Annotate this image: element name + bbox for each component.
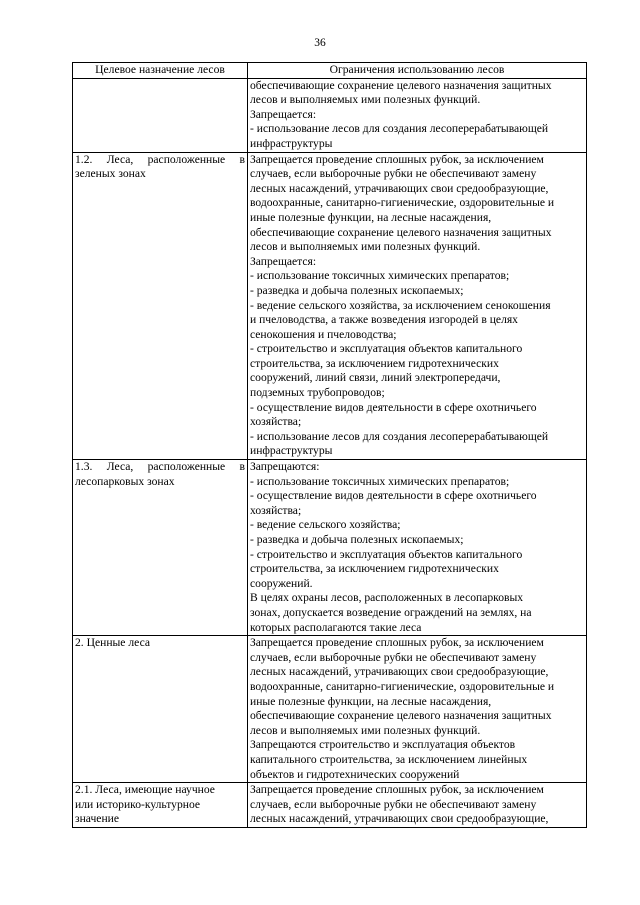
table-row (73, 460, 587, 636)
restriction-text-line: случаев, если выборочные рубки не обеспечивают замену (250, 167, 537, 181)
restriction-text-line: обеспечивающие сохранение целевого назначения защитных (250, 709, 552, 723)
restriction-text-line: сооружений. (250, 576, 313, 590)
purpose-text-line: 2.1. Леса, имеющие научное (75, 783, 215, 797)
restriction-text-line: сенокошения и пчеловодства; (250, 327, 397, 341)
restriction-text-line: лесов и выполняемых ими полезных функций. (250, 93, 481, 107)
restriction-text-line: Запрещается: (250, 254, 317, 268)
restriction-text-line: лесных насаждений, утрачивающих свои средообразующие, (250, 665, 549, 679)
purpose-text-line: 2. Ценные леса (75, 636, 151, 650)
restriction-text-line: обеспечивающие сохранение целевого назначения защитных (250, 78, 552, 92)
restriction-text-line: - ведение сельского хозяйства, за исключением сенокошения (250, 298, 551, 312)
restriction-text-line: - использование лесов для создания лесоперерабатывающей (250, 429, 549, 443)
restriction-text-line: - разведка и добыча полезных ископаемых; (250, 283, 464, 297)
table-row (73, 783, 587, 828)
restriction-text-line: Запрещается проведение сплошных рубок, за исключением (250, 152, 544, 166)
restriction-text-line: лесов и выполняемых ими полезных функций. (250, 240, 481, 254)
purpose-text-line: 1.3. Леса, расположенные в (75, 460, 245, 474)
restriction-text-line: Запрещается проведение сплошных рубок, за исключением (250, 636, 544, 650)
cell-usage-restrictions (248, 783, 587, 828)
restriction-text-line: строительства, за исключением гидротехнических (250, 562, 499, 576)
restriction-text-line: - осуществление видов деятельности в сфере охотничьего (250, 400, 537, 414)
cell-usage-restrictions (248, 460, 587, 636)
restriction-text-line: хозяйства; (250, 503, 302, 517)
purpose-text-line: лесопарковых зонах (75, 474, 175, 488)
restriction-text-line: Запрещаются: (250, 460, 320, 474)
restriction-text-line: лесных насаждений, утрачивающих свои средообразующие, (250, 812, 549, 826)
restriction-text-line: - использование токсичных химических препаратов; (250, 474, 510, 488)
restriction-text-line: зонах, допускается возведение ограждений на землях, на (250, 605, 532, 619)
restriction-text-line: инфраструктуры (250, 136, 333, 150)
table-body (73, 78, 587, 827)
restriction-text-line: - осуществление видов деятельности в сфере охотничьего (250, 489, 537, 503)
cell-forest-purpose (73, 783, 248, 828)
column-header-restrictions: Ограничения использованию лесов (248, 63, 587, 79)
cell-usage-restrictions (248, 636, 587, 783)
cell-usage-restrictions (248, 152, 587, 459)
restriction-text-line: инфраструктуры (250, 444, 333, 458)
purpose-text-line: зеленых зонах (75, 167, 146, 181)
cell-usage-restrictions (248, 78, 587, 152)
column-header-purpose: Целевое назначение лесов (73, 63, 248, 79)
restriction-text-line: Запрещаются строительство и эксплуатация объектов (250, 738, 516, 752)
table-row (73, 152, 587, 459)
restriction-text-line: и пчеловодства, а также возведения изгородей в целях (250, 313, 518, 327)
restriction-text-line: иные полезные функции, на лесные насаждения, (250, 694, 492, 708)
purpose-text-line: значение (75, 812, 119, 826)
purpose-text-line: или историко-культурное (75, 797, 201, 811)
restriction-text-line: водоохранные, санитарно-гигиенические, оздоровительные и (250, 196, 555, 210)
restriction-text-line: хозяйства; (250, 415, 302, 429)
restriction-text-line: подземных трубопроводов; (250, 386, 385, 400)
restriction-text-line: строительства, за исключением гидротехнических (250, 356, 499, 370)
forest-restrictions-table (72, 62, 587, 828)
restriction-text-line: Запрещается проведение сплошных рубок, за исключением (250, 783, 544, 797)
restriction-text-line: Запрещается: (250, 107, 317, 121)
page-number: 36 (314, 37, 326, 49)
restriction-text-line: - использование лесов для создания лесоперерабатывающей (250, 122, 549, 136)
restriction-text-line: случаев, если выборочные рубки не обеспечивают замену (250, 650, 537, 664)
restriction-text-line: капитального строительства, за исключением линейных (250, 752, 528, 766)
restriction-text-line: сооружений, линий связи, линий электропередачи, (250, 371, 501, 385)
cell-forest-purpose (73, 636, 248, 783)
cell-forest-purpose (73, 78, 248, 152)
restriction-text-line: лесов и выполняемых ими полезных функций. (250, 723, 481, 737)
restriction-text-line: случаев, если выборочные рубки не обеспечивают замену (250, 797, 537, 811)
restriction-text-line: - использование токсичных химических препаратов; (250, 269, 510, 283)
restriction-text-line: лесных насаждений, утрачивающих свои средообразующие, (250, 181, 549, 195)
table-row (73, 78, 587, 152)
restriction-text-line: - строительство и эксплуатация объектов капитального (250, 342, 523, 356)
restriction-text-line: - ведение сельского хозяйства; (250, 518, 401, 532)
restriction-text-line: объектов и гидротехнических сооружений (250, 767, 460, 781)
restriction-text-line: - разведка и добыча полезных ископаемых; (250, 533, 464, 546)
cell-forest-purpose (73, 460, 248, 636)
restriction-text-line: которых располагаются такие леса (250, 620, 422, 634)
restriction-text-line: водоохранные, санитарно-гигиенические, оздоровительные и (250, 679, 555, 693)
table-header-row (73, 63, 587, 79)
restriction-text-line: - строительство и эксплуатация объектов капитального (250, 547, 523, 561)
cell-forest-purpose (73, 152, 248, 459)
table-row (73, 636, 587, 783)
restriction-text-line: В целях охраны лесов, расположенных в лесопарковых (250, 591, 524, 605)
restriction-text-line: иные полезные функции, на лесные насаждения, (250, 210, 492, 224)
restriction-text-line: обеспечивающие сохранение целевого назначения защитных (250, 225, 552, 239)
purpose-text-line: 1.2. Леса, расположенные в (75, 152, 245, 166)
